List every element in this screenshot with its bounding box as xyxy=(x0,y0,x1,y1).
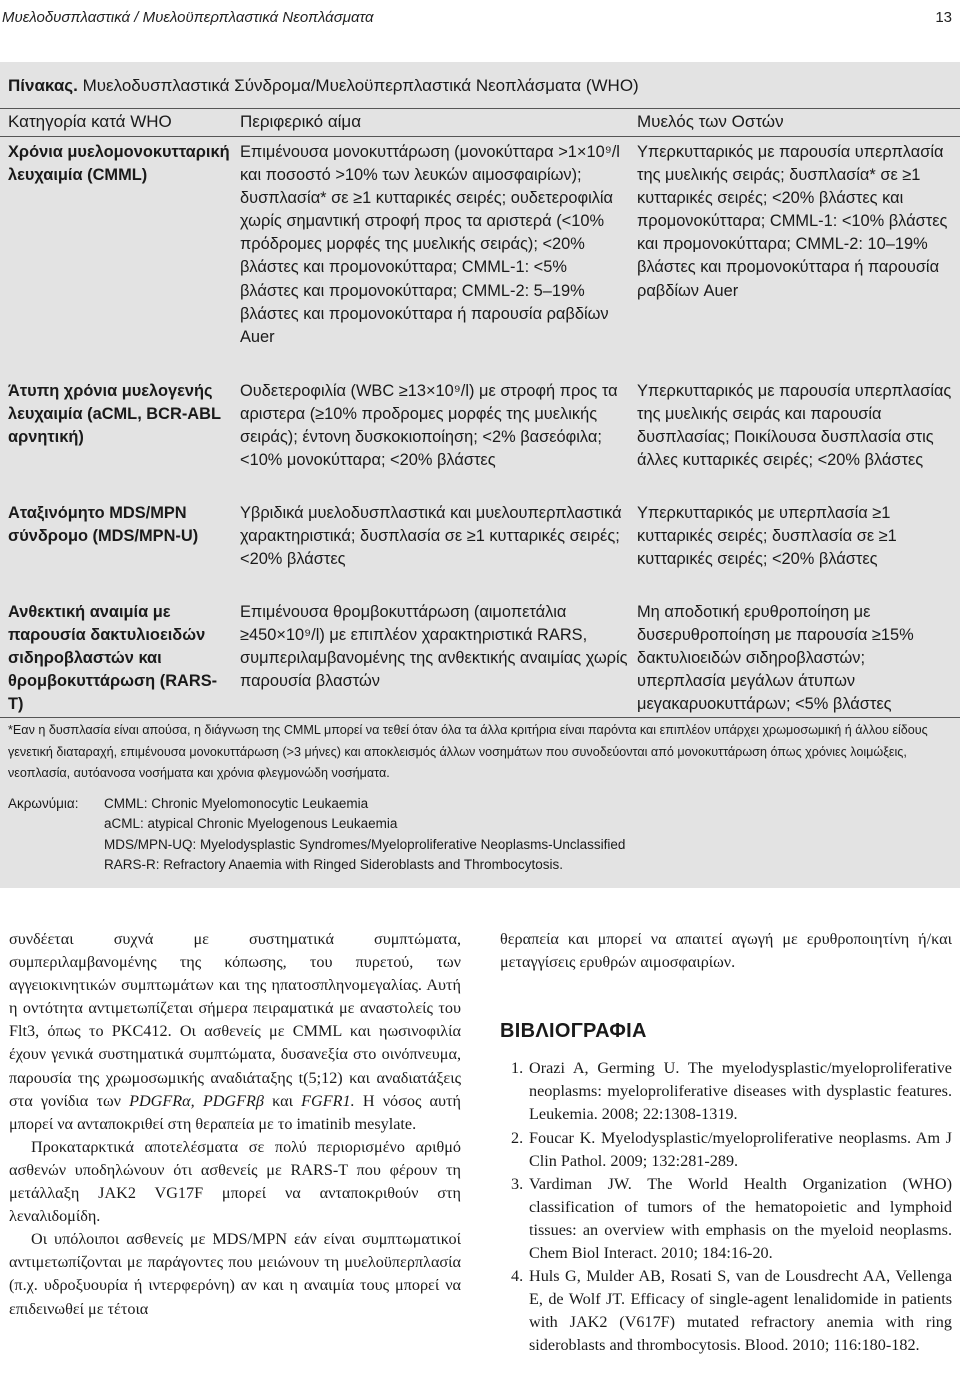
row-bone-marrow: Υπερκυτταρικός με υπερπλασία ≥1 κυτταρικές σειρές; δυσπλασία σε ≥1 κυτταρικές σειρές; <20% βλάστες xyxy=(637,504,897,569)
gene-name: FGFR1. xyxy=(301,1091,355,1110)
col-header-category: Κατηγορία κατά WHO xyxy=(8,112,172,131)
reference-text: Vardiman JW. The World Health Organization (WHO) classification of tumors of the hematopoietic and lymphoid tissues: an overview with emphasis on the myeloid neoplasms. Chem Biol Interact. 2010; 184:16-20. xyxy=(529,1174,952,1263)
body-paragraph: Οι υπόλοιποι ασθενείς με MDS/MPN εάν είναι συμπτωματικοί αντιμετωπίζονται με παράγοντες που μειώνουν τη μυελοϋπερπλασία (π.χ. υδροξυουρία ή ιντερφερόνη) αν και η αναιμία τους μπορεί να επιδεινωθεί με τέτοια xyxy=(9,1230,461,1318)
conjunction: και xyxy=(272,1091,293,1110)
reference-number: 3. xyxy=(511,1174,524,1193)
reference-item xyxy=(500,1173,952,1265)
acronym-item: RARS-R: Refractory Anaemia with Ringed Sideroblasts and Thrombocytosis. xyxy=(104,856,563,872)
table-footnote: *Εαν η δυσπλασία είναι απούσα, η διάγνωση της CMML μπορεί να τεθεί όταν όλα τα άλλα κριτήρια είναι παρόντα και επιπλέον υπάρχει χρωμοσωμική ή άλλου είδους γενετική διαταραχή, επιμένουσα μονοκυττάρωση (>3 μήνες) και αποκλεισμός άλλων νοσημάτων που συνοδεύονται από μονοκυττάρωση όπως χρόνιες λοιμώξεις, νεοπλασία, αυτόανοσα νοσήματα και χρόνια φλεγμονώδη νοσήματα. xyxy=(8,723,928,781)
row-bone-marrow: Μη αποδοτική ερυθροποίηση με δυσερυθροποίηση με παρουσία ≥15% δακτυλιοειδών σιδηροβλαστών; υπερπλασία μεγάλων άτυπων μεγακαρυοκυττάρων; <5% βλάστες xyxy=(637,603,914,714)
reference-text: Orazi A, Germing U. The myelodysplastic/myeloproliferative neoplasms: myeloproliferative diseases with dysplastic features. Leukemia. 2008; 22:1308-1319. xyxy=(529,1059,952,1124)
bibliography-title: ΒΙΒΛΙΟΓΡΑΦΙΑ xyxy=(500,1020,647,1043)
row-peripheral-blood: Επιμένουσα μονοκυττάρωση (μονοκύτταρα >1×10⁹/l και ποσοστό >10% των λευκών αιμοσφαιρίων); δυσπλασία* σε ≥1 κυτταρικές σειρές; ουδετεροφιλία χωρίς σημαντική στροφή προς τα αριστερά (<10% πρόδρομες μορφές της μυελικής σειράς); <20% βλάστες και προμονοκύτταρα; CMML-1: <5% βλάστες και προμονοκύτταρα; CMML-2: 5–19% βλάστες και προμονοκύτταρα ή παρουσία ραβδίων Auer xyxy=(240,143,620,346)
table-bottom-rule xyxy=(0,717,960,718)
reference-number: 1. xyxy=(511,1059,524,1078)
row-category: Αταξινόμητο MDS/MPN σύνδρομο (MDS/MPN-U) xyxy=(8,504,199,546)
paragraph-text: Η νόσος αυτή μπορεί να ανταποκριθεί στη θεραπεία με το imatinib mesylate. xyxy=(9,1091,461,1133)
row-bone-marrow: Υπερκυτταρικός με παρουσία υπερπλασία της μυελικής σειράς; δυσπλασία* σε ≥1 κυτταρικές σειρές; <20% βλάστες και προμονοκύτταρα; CMML-1: <10% βλάστες και προμονοκύτταρα; CMML-2: 10–19% βλάστες και προμονοκύτταρα ή παρουσία ραβδίων Auer xyxy=(637,143,948,300)
reference-item xyxy=(500,1057,952,1126)
reference-item xyxy=(500,1265,952,1357)
table-caption xyxy=(8,76,639,96)
acronym-item: MDS/MPN-UQ: Myelodysplastic Syndromes/Myeloproliferative Neoplasms-Unclassified xyxy=(104,836,626,852)
right-column xyxy=(500,928,952,1358)
reference-list xyxy=(500,1057,952,1357)
reference-text: Foucar K. Myelodysplastic/myeloproliferative neoplasms. Am J Clin Pathol. 2009; 132:281-289. xyxy=(529,1128,952,1170)
row-peripheral-blood: Επιμένουσα θρομβοκυττάρωση (αιμοπετάλια ≥450×10⁹/l) με επιπλέον χαρακτηριστικά RARS, συμπεριλαμβανομένης της ανθεκτικής αναιμίας χωρίς παρουσία βλαστών xyxy=(240,603,628,691)
row-bone-marrow: Υπερκυτταρικός με παρουσία υπερπλασίας της μυελικής σειράς και παρουσία δυσπλασίας; Ποικίλουσα δυσπλασία στις άλλες κυτταρικές σειρές; <20% βλάστες xyxy=(637,382,952,470)
caption-label: Πίνακας. xyxy=(8,76,78,95)
body-paragraph xyxy=(9,928,461,1136)
header-rule-top xyxy=(0,108,960,109)
row-category: Χρόνια μυελομονοκυτταρική λευχαιμία (CMML) xyxy=(8,143,230,185)
col-header-blood: Περιφερικό αίμα xyxy=(240,112,362,131)
acronym-item: CMML: Chronic Myelomonocytic Leukaemia xyxy=(104,796,369,811)
reference-text: Huls G, Mulder AB, Rosati S, van de Lousdrecht AA, Vellenga E, de Wolf JT. Efficacy of single-agent lenalidomide in patients with JAK2 (V617F) mutated refractory anemia with ring sideroblasts and thrombocytosis. Blood. 2010; 116:180-182. xyxy=(529,1267,952,1355)
acronym-item: aCML: atypical Chronic Myelogenous Leukaemia xyxy=(104,816,398,832)
header-rule-bottom xyxy=(0,136,960,137)
col-header-marrow: Μυελός των Οστών xyxy=(637,112,784,131)
acronyms-list xyxy=(104,794,804,875)
row-category: Άτυπη χρόνια μυελογενής λευχαιμία (aCML, BCR-ABL αρνητική) xyxy=(8,382,221,447)
left-column xyxy=(9,928,461,1321)
running-title: Μυελοδυσπλαστικά / Μυελοϋπερπλαστικά Νεοπλάσματα xyxy=(2,8,374,26)
row-peripheral-blood: Υβριδικά μυελοδυσπλαστικά και μυελουπερπλαστικά χαρακτηριστικά; δυσπλασία σε ≥1 κυτταρικές σειρές; <20% βλάστες xyxy=(240,504,622,569)
body-paragraph: θεραπεία και μπορεί να απαιτεί αγωγή με ερυθροποιητίνη ή/και μεταγγίσεις ερυθρών αιμοσφαιρίων. xyxy=(500,930,952,972)
caption-text: Μυελοδυσπλαστικά Σύνδρομα/Μυελοϋπερπλαστικά Νεοπλάσματα (WHO) xyxy=(82,76,639,95)
row-peripheral-blood: Ουδετεροφιλία (WBC ≥13×10⁹/l) με στροφή προς τα αριστερα (≥10% προδρομες μορφές της μυελικής σειράς); έντονη δυσκοκιοποίηση; <2% βασεόφιλα; <10% μονοκύτταρα; <20% βλάστες xyxy=(240,382,618,470)
reference-number: 4. xyxy=(511,1267,524,1286)
table-panel xyxy=(0,62,960,888)
reference-item xyxy=(500,1127,952,1173)
page-header xyxy=(0,0,960,34)
acronyms-label: Ακρωνύμια: xyxy=(8,796,79,811)
body-paragraph: Προκαταρκτικά αποτελέσματα σε πολύ περιορισμένο αριθμό ασθενών υποδηλώνουν ότι ασθενείς με RARS-T που φέρουν τη μετάλλαξη JAK2 VG17F μπορεί να ανταποκριθούν στη λεναλιδομίδη. xyxy=(9,1137,461,1226)
paragraph-text: συνδέεται συχνά με συστηματικά συμπτώματα, συμπεριλαμβανομένης της κόπωσης, του πυρετού, των αγγειοκινητικών συμπτωμάτων και της ηπατοσπληνομεγαλίας. Αυτή η οντότητα αντιμετωπίζεται σήμερα πειραματικά με αναστολείς του Flt3, όπως το PKC412. Οι ασθενείς με CMML και ηωσινοφιλία έχουν γενικά συστηματικά συμπτώματα, δυσανεξία στο οινόπνευμα, παρουσία της χρωμοσωμικής αναδιάταξης t(5;12) και αναδιατάξεις στα γονίδια των xyxy=(9,930,461,1110)
gene-names: PDGFRα, PDGFRβ xyxy=(129,1091,264,1110)
reference-number: 2. xyxy=(511,1128,524,1147)
page-number: 13 xyxy=(935,8,952,26)
row-category: Ανθεκτική αναιμία με παρουσία δακτυλιοειδών σιδηροβλαστών και θρομβοκυττάρωση (RARS-T) xyxy=(8,603,218,714)
